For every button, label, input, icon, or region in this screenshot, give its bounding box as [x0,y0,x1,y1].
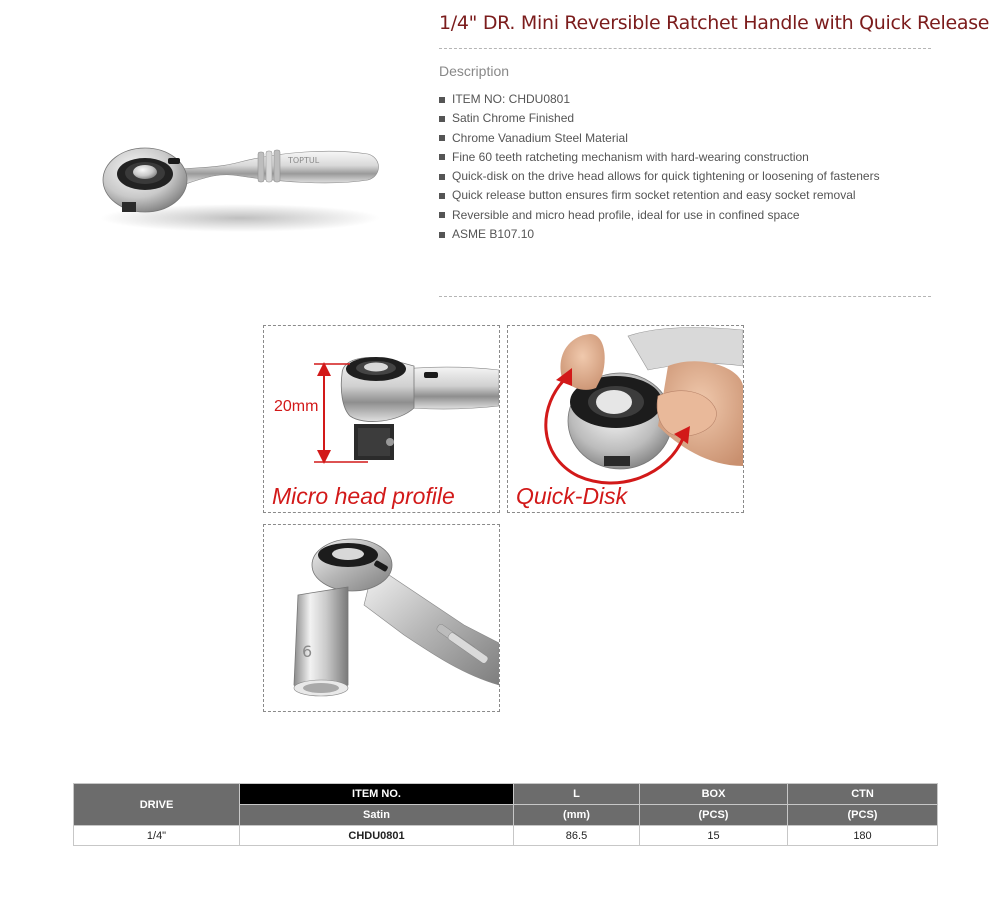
square-bullet-icon [439,154,445,160]
socket-illustration [264,525,499,711]
cell-item-no: CHDU0801 [240,826,514,846]
header-ctn: CTN [788,784,938,805]
title-divider [439,48,931,49]
product-title: 1/4" DR. Mini Reversible Ratchet Handle with Quick Release [439,12,990,34]
feature-item [439,90,880,109]
square-bullet-icon [439,193,445,199]
description-heading: Description [439,63,510,79]
feature-text: Fine 60 teeth ratcheting mechanism with hard-wearing construction [452,149,809,164]
socket-panel [263,524,500,712]
header-ctn-unit: (PCS) [788,805,938,826]
feature-text: Chrome Vanadium Steel Material [452,130,628,145]
header-length-unit: (mm) [514,805,640,826]
spec-table [73,783,938,846]
header-box-unit: (PCS) [640,805,788,826]
square-bullet-icon [439,212,445,218]
feature-text: Quick-disk on the drive head allows for quick tightening or loosening of fasteners [452,169,880,184]
header-finish: Satin [240,805,514,826]
header-length: L [514,784,640,805]
feature-item [439,186,880,205]
feature-item [439,225,880,244]
header-box: BOX [640,784,788,805]
feature-list [439,90,880,244]
feature-item [439,148,880,167]
feature-text: Satin Chrome Finished [452,111,575,126]
header-item-no: ITEM NO. [240,784,514,805]
cell-box: 15 [640,826,788,846]
feature-text: ASME B107.10 [452,227,535,242]
quick-disk-panel [507,325,744,513]
feature-item [439,109,880,128]
square-bullet-icon [439,174,445,180]
header-drive: DRIVE [74,784,240,826]
feature-item [439,206,880,225]
square-bullet-icon [439,97,445,103]
square-bullet-icon [439,116,445,122]
feature-item [439,129,880,148]
cell-length: 86.5 [514,826,640,846]
socket-size-text: 6 [302,642,313,661]
cell-drive: 1/4" [74,826,240,846]
quick-disk-caption: Quick-Disk [516,483,628,509]
feature-text: Quick release button ensures firm socket retention and easy socket removal [452,188,856,203]
product-image [100,130,385,240]
handle-brand-text: TOPTUL [288,156,320,165]
table-row [74,826,938,846]
dimension-label: 20mm [274,398,319,415]
micro-head-panel [263,325,500,513]
square-bullet-icon [439,232,445,238]
feature-item [439,167,880,186]
description-divider [439,296,931,297]
micro-head-caption: Micro head profile [272,483,455,509]
cell-ctn: 180 [788,826,938,846]
square-bullet-icon [439,135,445,141]
feature-text: ITEM NO: CHDU0801 [452,92,571,106]
feature-text: Reversible and micro head profile, ideal for use in confined space [452,207,800,222]
